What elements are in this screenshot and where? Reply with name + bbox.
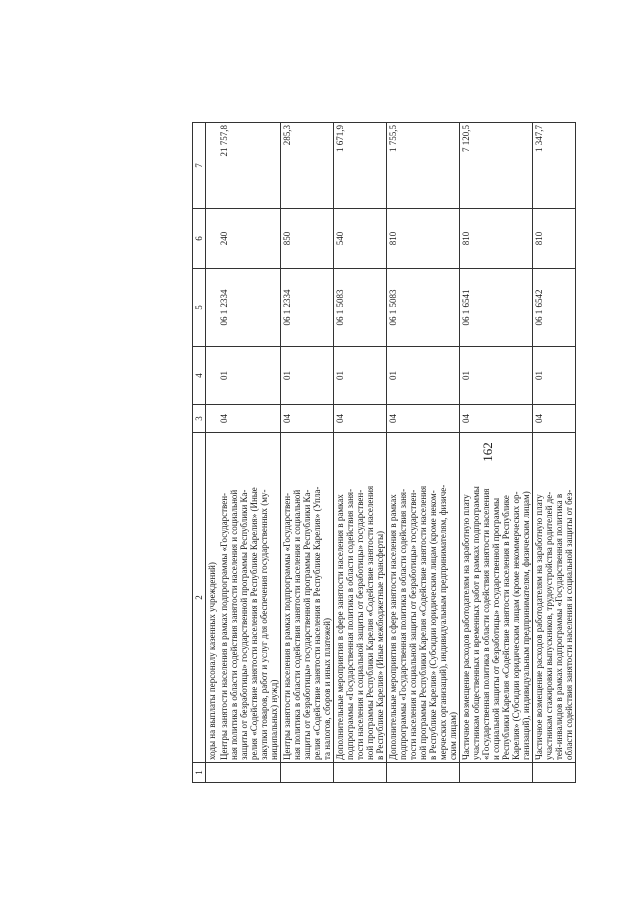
empty-cell: [206, 347, 219, 405]
subsection-code: 01: [334, 347, 387, 405]
expense-type-code: 810: [387, 209, 460, 269]
row-index-cell: [533, 763, 576, 783]
amount: 21 757,8: [218, 123, 281, 209]
row-index-cell: [281, 763, 334, 783]
section-code: 04: [334, 405, 387, 433]
amount: 285,3: [281, 123, 334, 209]
row-index-cell: [206, 763, 219, 783]
empty-cell: [206, 269, 219, 347]
header-row: [193, 123, 206, 783]
table-row: [460, 123, 533, 783]
row-index-cell: [334, 763, 387, 783]
section-code: 04: [281, 405, 334, 433]
header-cell: 5: [193, 269, 206, 347]
expense-type-code: 240: [218, 209, 281, 269]
expense-type-code: 810: [533, 209, 576, 269]
header-cell: 3: [193, 405, 206, 433]
target-article-code: 06 1 5083: [387, 269, 460, 347]
empty-cell: [206, 209, 219, 269]
expense-type-code: 540: [334, 209, 387, 269]
section-code: 04: [218, 405, 281, 433]
subsection-code: 01: [533, 347, 576, 405]
table-row: [334, 123, 387, 783]
budget-table-wrapper: [192, 123, 640, 783]
section-code: 04: [460, 405, 533, 433]
empty-cell: [206, 405, 219, 433]
row-description: Дополнительные мероприятия в сфере занятости населения в рамках подпрограммы «Государственная политика в области содействия заня- тости населения и социальной защиты от безработицы» государствен- ной программы Республики Карелия «Содействие занятости населения в Республике Карелия» (Субсидии юридическим лицам (кроме неком- мерческих организаций), индивидуальным предпринимателям, физиче- ским лицам): [387, 433, 460, 763]
subsection-code: 01: [281, 347, 334, 405]
subsection-code: 01: [218, 347, 281, 405]
continuation-row: [206, 123, 219, 783]
row-description: Центры занятости населения в рамках подпрограммы «Государствен- ная политика в области содействия занятости населения и социальной защиты от безработицы» государственной программы Республики Ка- релия «Содействие занятости населения в Республике Карелия» (Иные закупки товаров, работ и услуг для обеспечения государственных (му- ниципальных) нужд): [218, 433, 281, 763]
subsection-code: 01: [460, 347, 533, 405]
amount: 1 755,5: [387, 123, 460, 209]
header-cell: 6: [193, 209, 206, 269]
row-description: Частичное возмещение расходов работодателям на заработную плату участникам общественных и временных работ в рамках подпрограммы «Государственная политика в области содействия занятости населения и социальной защиты от безработицы» государственной программы Республики Карелия «Содействие занятости населения в Республике Карелия» (Субсидии юридическим лицам (кроме некоммерческих ор- ганизаций), индивидуальным предпринимателям, физическим лицам): [460, 433, 533, 763]
header-cell: 1: [193, 763, 206, 783]
page-number: 162: [480, 442, 495, 462]
row-description: Частичное возмещение расходов работодателям на заработную плату участникам стажировки выпускников, трудоустройства родителей де- тей-инвалидов в рамках подпрограммы «Государственная политика в области содействия занятости населения и социальной защиты от без-: [533, 433, 576, 763]
expense-type-code: 850: [281, 209, 334, 269]
target-article-code: 06 1 6542: [533, 269, 576, 347]
row-description: ходы на выплаты персоналу казенных учреждений): [206, 433, 219, 763]
table-row: [218, 123, 281, 783]
row-index-cell: [460, 763, 533, 783]
amount: 1 347,7: [533, 123, 576, 209]
target-article-code: 06 1 2334: [218, 269, 281, 347]
header-cell: 2: [193, 433, 206, 763]
amount: 1 671,9: [334, 123, 387, 209]
header-cell: 7: [193, 123, 206, 209]
row-description: Дополнительные мероприятия в сфере занятости населения в рамках подпрограммы «Государственная политика в области содействия заня- тости населения и социальной защиты от безработицы» государствен- ной программы Республики Карелия «Содействие занятости населения в Республике Карелия» (Иные межбюджетные трансферты): [334, 433, 387, 763]
target-article-code: 06 1 2334: [281, 269, 334, 347]
target-article-code: 06 1 6541: [460, 269, 533, 347]
header-cell: 4: [193, 347, 206, 405]
empty-cell: [206, 123, 219, 209]
section-code: 04: [533, 405, 576, 433]
budget-table: [192, 122, 576, 783]
table-row: [533, 123, 576, 783]
row-index-cell: [387, 763, 460, 783]
table-row: [281, 123, 334, 783]
row-description: Центры занятости населения в рамках подпрограммы «Государствен- ная политика в области содействия занятости населения и социальной защиты от безработицы» государственной программы Республики Ка- релия «Содействие занятости населения в Республике Карелия» (Упла- та налогов, сборов и иных платежей): [281, 433, 334, 763]
row-index-cell: [218, 763, 281, 783]
section-code: 04: [387, 405, 460, 433]
subsection-code: 01: [387, 347, 460, 405]
amount: 7 120,5: [460, 123, 533, 209]
target-article-code: 06 1 5083: [334, 269, 387, 347]
table-row: [387, 123, 460, 783]
expense-type-code: 810: [460, 209, 533, 269]
